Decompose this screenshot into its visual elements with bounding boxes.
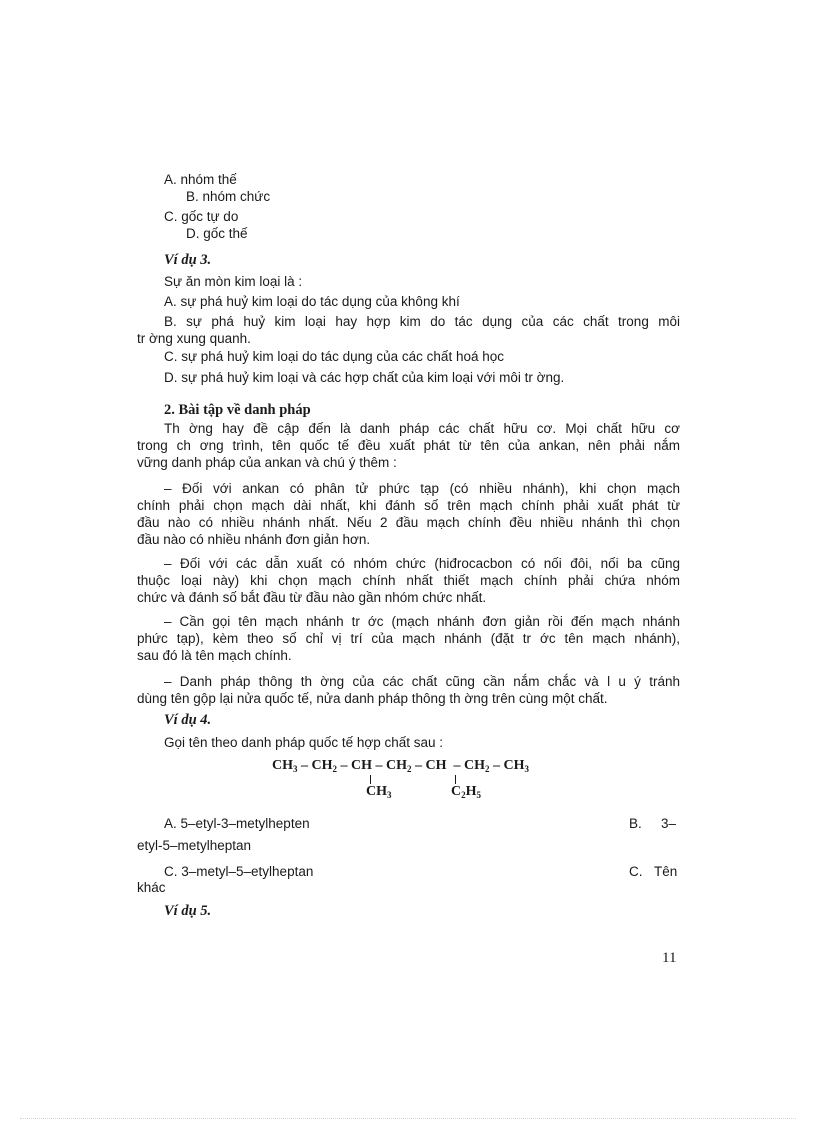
example-4-option-d-text: Tên (654, 864, 678, 879)
bond-dash: – (340, 758, 348, 773)
example-3-option-d: D. sự phá huỷ kim loại và các hợp chất của kim loại với môi tr ờng. (164, 370, 565, 385)
example-4-option-b-label: B. (629, 816, 642, 831)
vertical-bond-2 (455, 775, 456, 784)
rule-1-line-1: – Đối với ankan có phân tử phức tạp (có nhiều nhánh), khi chọn mạch (164, 481, 680, 496)
option-c-prev: C. gốc tự do (164, 209, 239, 224)
example-3-option-c: C. sự phá huỷ kim loại do tác dụng của các chất hoá học (164, 349, 504, 364)
ch2-group: $CH_2$ (386, 758, 412, 774)
ch-group: CH (425, 758, 447, 773)
bond-dash: – (375, 758, 383, 773)
bond-dash: – (453, 758, 461, 773)
example-3-question: Sự ăn mòn kim loại là : (164, 274, 303, 289)
rule-3-paragraph (137, 613, 680, 664)
section-heading: 2. Bài tập về danh pháp (164, 402, 311, 418)
main-chain (272, 758, 529, 774)
rule-3-line-2: phức tạp), kèm theo số chỉ vị trí của mạch nhánh (đặt tr ớc tên mạch nhánh), (137, 631, 680, 646)
rule-4-paragraph (137, 673, 680, 707)
rule-3-line-1: – Cần gọi tên mạch nhánh tr ớc (mạch nhánh đơn giản rồi đến mạch nhánh (164, 614, 680, 629)
ch3-group: $CH_3$ (272, 758, 298, 774)
rule-2-line-3: chức và đánh số bắt đầu từ đầu nào gần nhóm chức nhất. (137, 590, 487, 605)
option-b-line-1: B. sự phá huỷ kim loại hay hợp kim do tác dụng của các chất trong môi (164, 314, 680, 329)
example-4-question: Gọi tên theo danh pháp quốc tế hợp chất sau : (164, 735, 444, 750)
intro-paragraph (137, 420, 680, 471)
ethyl-branch: $C_2H_5$ (451, 784, 482, 800)
option-b-line-2: tr ờng xung quanh. (137, 331, 251, 346)
example-4-option-b-number: 3– (661, 816, 677, 831)
rule-2-line-2: thuộc loại này) khi chọn mạch chính nhất thiết mạch chính phải chứa nhóm (137, 573, 680, 588)
intro-line-2: trong ch ơng trình, tên quốc tế đều xuất phát từ tên của ankan, nên phải nắm (137, 438, 680, 453)
example-4-title: Ví dụ 4. (164, 712, 212, 728)
ch3-group: $CH_3$ (503, 758, 529, 774)
example-4-option-c: C. 3–metyl–5–etylheptan (164, 864, 314, 879)
example-4-option-a: A. 5–etyl-3–metylhepten (164, 816, 310, 831)
rule-1-line-4: đầu nào có nhiều nhánh đơn giản hơn. (137, 532, 371, 547)
page-number: 11 (662, 950, 677, 966)
bond-dash: – (493, 758, 500, 773)
option-d-prev: D. gốc thế (186, 226, 248, 241)
vertical-bond-1 (370, 775, 371, 784)
rule-1-paragraph (137, 480, 680, 548)
example-3-option-a: A. sự phá huỷ kim loại do tác dụng của không khí (164, 294, 460, 309)
ch2-group: $CH_2$ (311, 758, 337, 774)
methyl-branch: $CH_3$ (366, 784, 392, 800)
rule-1-line-3: đầu nào có nhiều nhánh nhất. Nếu 2 đầu mạch chính đều nhiều nhánh thì chọn (137, 515, 680, 530)
rule-1-line-2: chính phải chọn mạch dài nhất, khi đánh số trên mạch chính phải xuất phát từ (137, 498, 680, 513)
bond-dash: – (301, 758, 308, 773)
rule-3-line-3: sau đó là tên mạch chính. (137, 648, 292, 663)
example-4-option-b-continued: etyl-5–metylheptan (137, 838, 252, 853)
rule-4-line-1: – Danh pháp thông th ờng của các chất cũng cần nắm chắc và l u ý tránh (164, 674, 680, 689)
rule-2-line-1: – Đối với các dẫn xuất có nhóm chức (hiđrocacbon có nối đôi, nối ba cũng (164, 556, 680, 571)
rule-4-line-2: dùng tên gộp lại nửa quốc tế, nửa danh pháp thông th ờng trên cùng một chất. (137, 691, 608, 706)
example-5-title: Ví dụ 5. (164, 903, 212, 919)
ch2-group: $CH_2$ (464, 758, 490, 774)
page-bottom-divider (20, 1118, 796, 1119)
option-b-prev: B. nhóm chức (186, 189, 271, 204)
example-4-option-d-label: C. (629, 864, 643, 879)
intro-line-3: vững danh pháp của ankan và chú ý thêm : (137, 455, 397, 470)
example-3-option-b (137, 313, 680, 347)
example-4-option-d-continued: khác (137, 880, 166, 895)
example-3-title: Ví dụ 3. (164, 252, 212, 268)
ch-group: CH (351, 758, 372, 773)
intro-line-1: Th ờng hay đề cập đến là danh pháp các chất hữu cơ. Mọi chất hữu cơ (164, 421, 680, 436)
option-a-prev: A. nhóm thế (164, 172, 237, 187)
bond-dash: – (415, 758, 422, 773)
rule-2-paragraph (137, 555, 680, 606)
